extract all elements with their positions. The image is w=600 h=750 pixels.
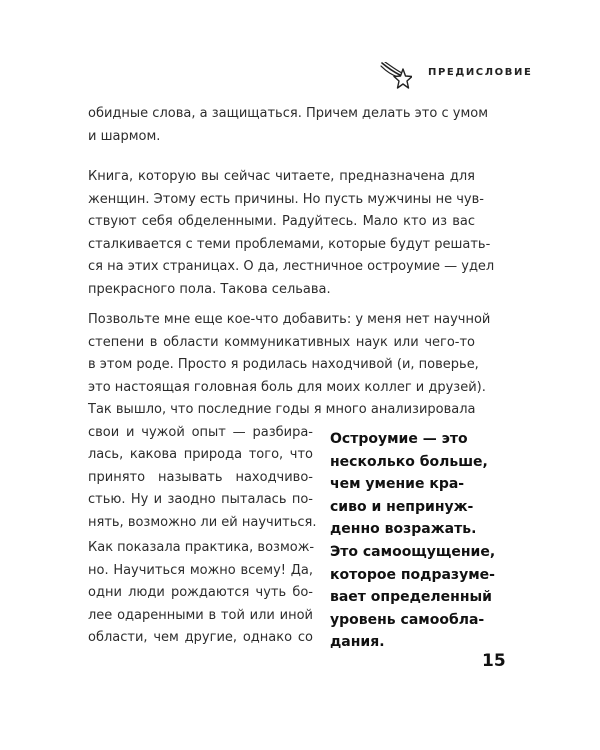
paragraph-1 bbox=[88, 103, 489, 148]
paragraph-2 bbox=[88, 166, 495, 301]
page-number: 15 bbox=[482, 651, 506, 671]
pull-quote-line: уровень самообла- bbox=[330, 611, 485, 628]
text-line: женщин. Этому есть причины. Но пусть мужчины не чув- bbox=[88, 191, 484, 207]
pull-quote-line: вает определенный bbox=[330, 589, 492, 606]
text-line: лась, какова природа того, что bbox=[88, 447, 313, 462]
text-line: ся на этих страницах. О да, лестничное остроумие — удел bbox=[88, 259, 495, 274]
text-line: но. Научиться можно всему! Да, bbox=[88, 562, 313, 578]
text-line: области, чем другие, однако со bbox=[88, 630, 313, 645]
text-line: степени в области коммуникативных наук или чего-то bbox=[88, 334, 475, 350]
text-line: одни люди рождаются чуть бо- bbox=[88, 585, 313, 600]
text-line: Как показала практика, возмож- bbox=[88, 540, 315, 555]
text-line: в этом роде. Просто я родилась находчивой (и, поверье, bbox=[88, 357, 479, 372]
pull-quote-line: чем умение кра- bbox=[330, 476, 465, 493]
pull-quote-line: несколько больше, bbox=[330, 453, 488, 470]
text-line: Книга, которую вы сейчас читаете, предназначена для bbox=[88, 169, 475, 184]
text-line: стью. Ну и заодно пыталась по- bbox=[88, 492, 313, 507]
running-header bbox=[378, 62, 533, 92]
pull-quote-line: дания. bbox=[330, 634, 385, 651]
text-line: принято называть находчиво- bbox=[88, 469, 313, 485]
text-line: ствуют себя обделенными. Радуйтесь. Мало кто из вас bbox=[88, 214, 475, 229]
pull-quote-line: денно возражать. bbox=[330, 521, 477, 538]
text-line: лее одаренными в той или иной bbox=[88, 607, 313, 623]
pull-quote-line: которое подразуме- bbox=[330, 566, 495, 583]
text-line: обидные слова, а защищаться. Причем делать это с умом bbox=[88, 106, 489, 121]
text-line: нять, возможно ли ей научиться. bbox=[88, 514, 317, 530]
text-line: Позвольте мне еще кое-что добавить: у меня нет научной bbox=[88, 312, 491, 327]
chapter-title: ПРЕДИСЛОВИЕ bbox=[428, 67, 533, 78]
pull-quote-line: Это самоощущение, bbox=[330, 543, 496, 560]
paragraph-4 bbox=[88, 537, 313, 650]
text-line: сталкивается с теми проблемами, которые будут решать- bbox=[88, 236, 491, 252]
pull-quote-line: сиво и непринуж- bbox=[330, 498, 474, 515]
text-line: это настоящая головная боль для моих коллег и друзей). bbox=[88, 379, 486, 395]
text-line: Так вышло, что последние годы я много анализировала bbox=[88, 402, 476, 417]
text-line: и шармом. bbox=[88, 128, 161, 144]
shooting-star-icon bbox=[380, 62, 412, 92]
text-line: свои и чужой опыт — разбира- bbox=[88, 424, 313, 440]
pull-quote-line: Остроумие — это bbox=[330, 431, 468, 447]
text-line: прекрасного пола. Такова сельава. bbox=[88, 281, 331, 297]
pull-quote bbox=[330, 428, 495, 654]
